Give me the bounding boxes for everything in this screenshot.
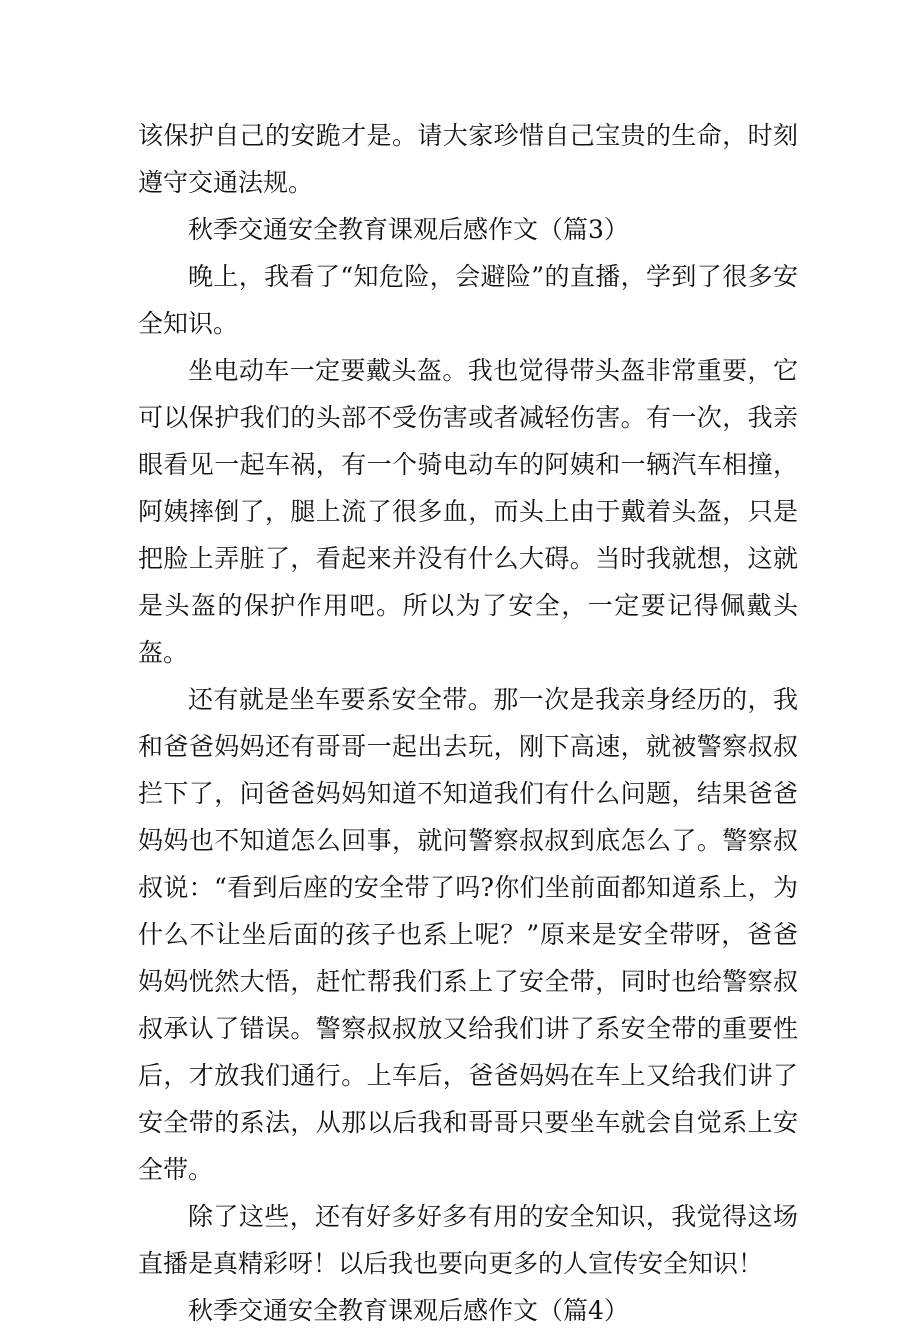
document-body xyxy=(138,112,798,1334)
section-heading-4: 秋季交通安全教育课观后感作文（篇4） xyxy=(188,1296,629,1325)
paragraph: 该保护自己的安跪才是。请大家珍惜自己宝贵的生命，时刻遵守交通法规。 xyxy=(138,121,798,197)
paragraph: 坐电动车一定要戴头盔。我也觉得带头盔非常重要，它可以保护我们的头部不受伤害或者减轻伤害。有一次，我亲眼看见一起车祸，有一个骑电动车的阿姨和一辆汽车相撞，阿姨摔倒了，腿上流了很多血，而头上由于戴着头盔，只是把脸上弄脏了，看起来并没有什么大碍。当时我就想，这就是头盔的保护作用吧。所以为了安全，一定要记得佩戴头盔。 xyxy=(138,356,798,667)
section-heading-3: 秋季交通安全教育课观后感作文（篇3） xyxy=(188,215,629,244)
paragraph: 还有就是坐车要系安全带。那一次是我亲身经历的，我和爸爸妈妈还有哥哥一起出去玩，刚下高速，就被警察叔叔拦下了，问爸爸妈妈知道不知道我们有什么问题，结果爸爸妈妈也不知道怎么回事，就问警察叔叔到底怎么了。警察叔叔说：“看到后座的安全带了吗?你们坐前面都知道系上，为什么不让坐后面的孩子也系上呢？”原来是安全带呀，爸爸妈妈恍然大悟，赶忙帮我们系上了安全带，同时也给警察叔叔承认了错误。警察叔叔放又给我们讲了系安全带的重要性后，才放我们通行。上车后，爸爸妈妈在车上又给我们讲了安全带的系法，从那以后我和哥哥只要坐车就会自觉系上安全带。 xyxy=(138,685,798,1184)
paragraph: 除了这些，还有好多好多有用的安全知识，我觉得这场直播是真精彩呀！以后我也要向更多的人宣传安全知识！ xyxy=(138,1202,798,1278)
paragraph: 晚上，我看了“知危险，会避险”的直播，学到了很多安全知识。 xyxy=(138,262,798,338)
